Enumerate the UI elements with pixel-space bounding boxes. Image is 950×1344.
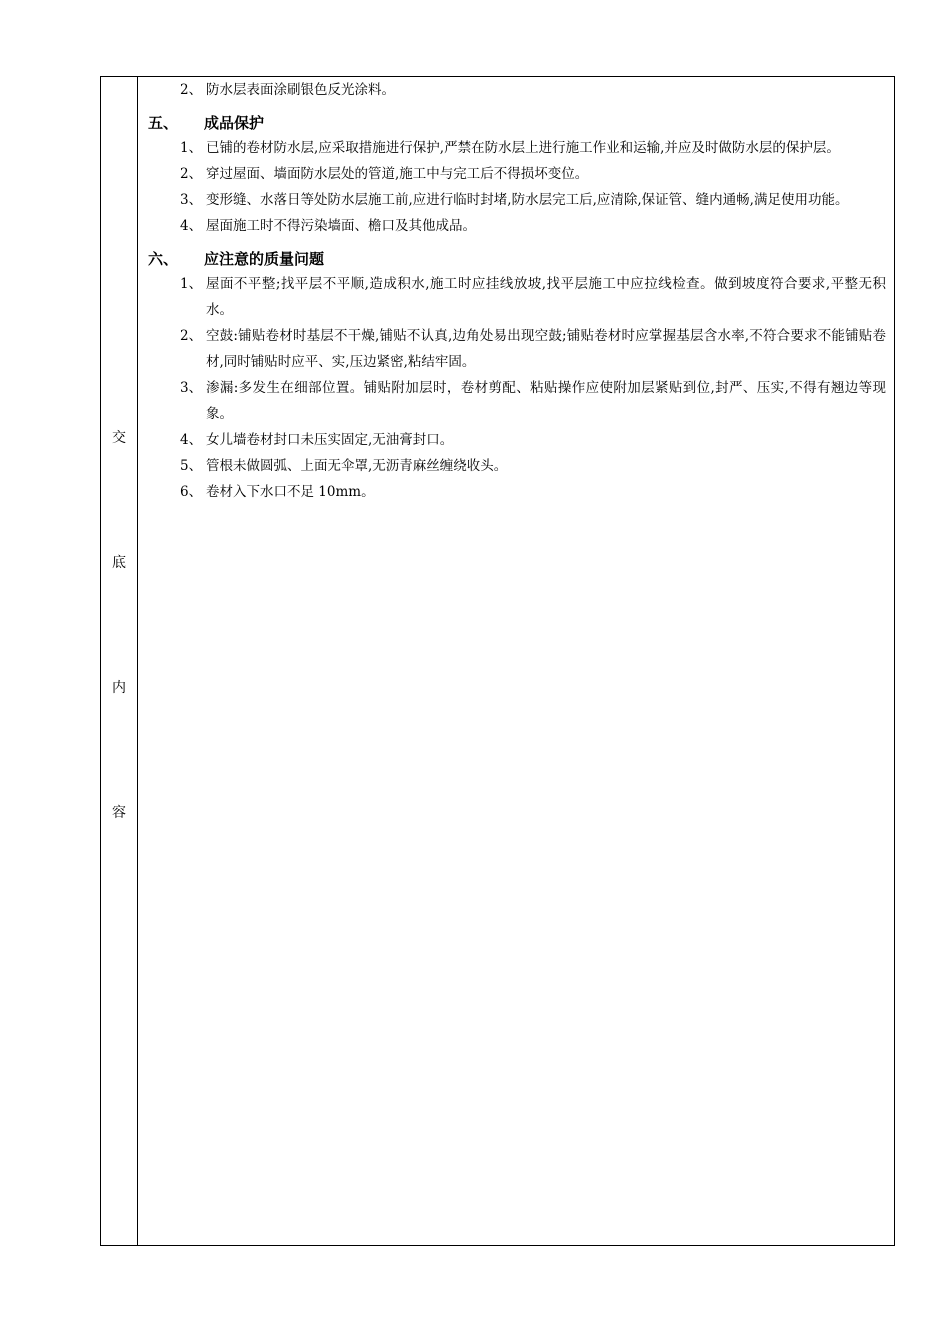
item-number: 2、 xyxy=(180,328,203,344)
item-text: 屋面不平整;找平层不平顺,造成积水,施工时应挂线放坡,找平层施工中应拉线检查。做到坡度符合要求,平整无积水。 xyxy=(206,276,886,318)
item-text: 变形缝、水落日等处防水层施工前,应进行临时封堵,防水层完工后,应清除,保证管、缝内通畅,满足使用功能。 xyxy=(206,192,849,208)
list-item xyxy=(148,427,886,453)
label-column xyxy=(101,77,138,1245)
label-char: 交 xyxy=(112,430,126,446)
section-title: 应注意的质量问题 xyxy=(204,250,325,268)
item-number: 1、 xyxy=(180,276,203,292)
item-number: 2、 xyxy=(180,82,203,98)
item-text: 女儿墙卷材封口未压实固定,无油膏封口。 xyxy=(206,432,454,448)
section-title: 成品保护 xyxy=(204,114,265,132)
list-item xyxy=(148,187,886,213)
item-number: 2、 xyxy=(180,166,203,182)
list-item xyxy=(148,161,886,187)
list-item xyxy=(148,77,886,103)
list-item xyxy=(148,135,886,161)
list-item xyxy=(148,375,886,427)
list-item xyxy=(148,453,886,479)
list-item xyxy=(148,213,886,239)
item-number: 3、 xyxy=(180,380,203,396)
list-item xyxy=(148,271,886,323)
label-char: 底 xyxy=(112,555,126,571)
item-number: 4、 xyxy=(180,218,203,234)
item-text: 卷材入下水口不足 10mm。 xyxy=(206,484,375,500)
item-number: 4、 xyxy=(180,432,203,448)
label-char: 容 xyxy=(112,805,126,821)
label-char: 内 xyxy=(112,680,126,696)
list-item xyxy=(148,323,886,375)
item-text: 穿过屋面、墙面防水层处的管道,施工中与完工后不得损坏变位。 xyxy=(206,166,589,182)
list-item xyxy=(148,479,886,505)
item-text: 防水层表面涂刷银色反光涂料。 xyxy=(206,82,395,98)
item-number: 3、 xyxy=(180,192,203,208)
disclosure-content xyxy=(138,77,894,1245)
section-heading xyxy=(148,243,886,271)
item-number: 5、 xyxy=(180,458,203,474)
section-heading xyxy=(148,107,886,135)
disclosure-table xyxy=(100,76,895,1246)
item-text: 渗漏:多发生在细部位置。铺贴附加层时，卷材剪配、粘贴操作应使附加层紧贴到位,封严、压实,不得有翘边等现象。 xyxy=(206,380,886,422)
section-number: 六、 xyxy=(148,250,179,268)
item-text: 管根未做圆弧、上面无伞罩,无沥青麻丝缠绕收头。 xyxy=(206,458,508,474)
section-number: 五、 xyxy=(148,114,179,132)
item-text: 空鼓:铺贴卷材时基层不干燥,铺贴不认真,边角处易出现空鼓;铺贴卷材时应掌握基层含水率,不符合要求不能铺贴卷材,同时铺贴时应平、实,压边紧密,粘结牢固。 xyxy=(206,328,886,370)
item-number: 6、 xyxy=(180,484,203,500)
item-number: 1、 xyxy=(180,140,203,156)
item-text: 屋面施工时不得污染墙面、檐口及其他成品。 xyxy=(206,218,476,234)
item-text: 已铺的卷材防水层,应采取措施进行保护,严禁在防水层上进行施工作业和运输,并应及时做防水层的保护层。 xyxy=(206,140,840,156)
